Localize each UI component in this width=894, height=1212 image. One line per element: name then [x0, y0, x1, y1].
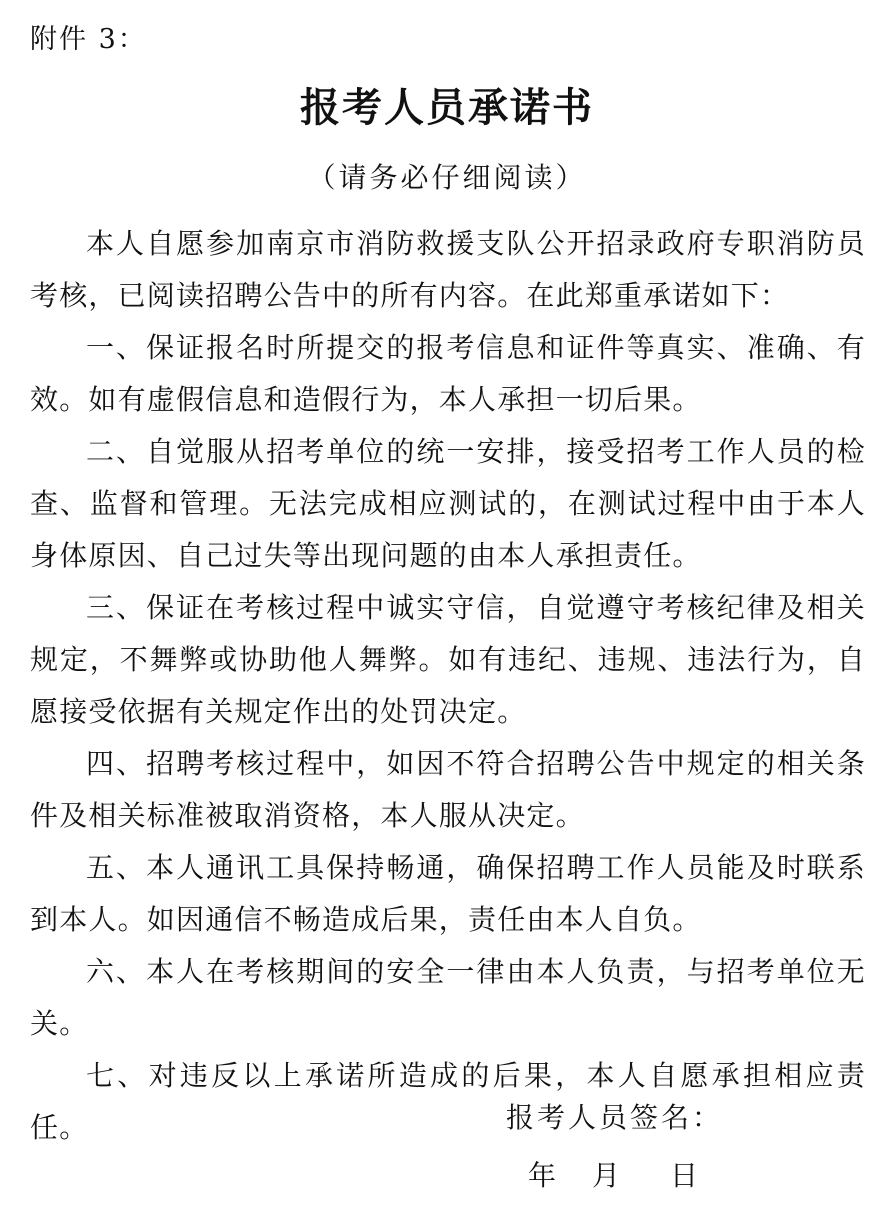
date-year: 年: [528, 1159, 557, 1192]
commitment-item-7: 七、对违反以上承诺所造成的后果，本人自愿承担相应责任。: [30, 1059, 866, 1144]
signature-label: 报考人员签名：: [506, 1101, 724, 1134]
commitment-item-4: 四、招聘考核过程中，如因不符合招聘公告中规定的相关条件及相关标准被取消资格，本人服从决定。: [30, 747, 866, 832]
document-subtitle: （请务必仔细阅读）: [307, 161, 587, 194]
date-line: [528, 1156, 698, 1196]
commitment-item-5: 五、本人通讯工具保持畅通，确保招聘工作人员能及时联系到本人。如因通信不畅造成后果，责任由本人自负。: [30, 851, 866, 936]
intro-paragraph: 本人自愿参加南京市消防救援支队公开招录政府专职消防员考核，已阅读招聘公告中的所有内容。在此郑重承诺如下：: [30, 227, 866, 312]
commitment-item-3: 三、保证在考核过程中诚实守信，自觉遵守考核纪律及相关规定，不舞弊或协助他人舞弊。如有违纪、违规、违法行为，自愿接受依据有关规定作出的处罚决定。: [30, 591, 866, 728]
commitment-item-2: 二、自觉服从招考单位的统一安排，接受招考工作人员的检查、监督和管理。无法完成相应测试的，在测试过程中由于本人身体原因、自己过失等出现问题的由本人承担责任。: [30, 435, 866, 572]
commitment-item-1: 一、保证报名时所提交的报考信息和证件等真实、准确、有效。如有虚假信息和造假行为，本人承担一切后果。: [30, 331, 866, 416]
commitment-body: [30, 218, 866, 1154]
commitment-item-6: 六、本人在考核期间的安全一律由本人负责，与招考单位无关。: [30, 955, 866, 1040]
attachment-label: 附件 3：: [30, 24, 147, 55]
date-day: 日: [670, 1159, 699, 1192]
date-month: 月: [592, 1159, 621, 1192]
document-title: 报考人员承诺书: [300, 84, 594, 131]
